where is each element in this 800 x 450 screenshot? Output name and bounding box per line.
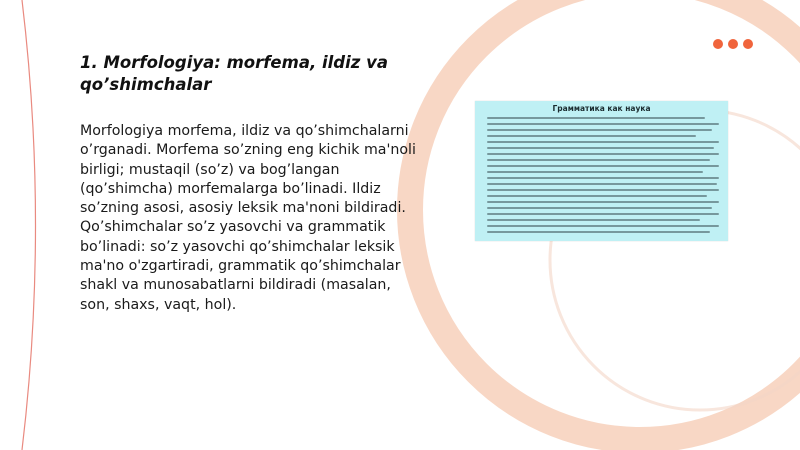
three-dots-icon bbox=[713, 39, 753, 49]
scan-line bbox=[487, 153, 719, 155]
dot bbox=[713, 39, 723, 49]
scan-line bbox=[487, 177, 719, 179]
scan-line bbox=[487, 225, 719, 227]
scan-line bbox=[487, 147, 714, 149]
scan-line bbox=[487, 123, 719, 125]
scan-text-lines bbox=[487, 117, 719, 237]
scan-line bbox=[487, 129, 712, 131]
scan-line bbox=[487, 231, 710, 233]
scan-line bbox=[487, 219, 700, 221]
scan-heading: Грамматика как наука bbox=[552, 104, 651, 113]
scan-line bbox=[487, 213, 719, 215]
slide-title: 1. Morfologiya: morfema, ildiz va qo’shimchalar bbox=[80, 53, 388, 94]
scan-line bbox=[487, 201, 719, 203]
scan-line bbox=[487, 135, 696, 137]
dot bbox=[743, 39, 753, 49]
slide-body-text: Morfologiya morfema, ildiz va qo’shimchalarni o’rganadi. Morfema so’zning eng kichik ma'noli birligi; mustaqil (so’z) va bog’langan (qo’shimcha) morfemalarga bo’linadi. Ildiz so’zning asosi, asosiy leksik ma'noni bildiradi. Qo’shimchalar so’z yasovchi va grammatik bo’linadi: so’z yasovchi qo’shimchalar leksik ma'no o'zgartiradi, grammatik qo’shimchalar shakl va munosabatlarni bildiradi (masalan, son, shaxs, vaqt, hol). bbox=[80, 123, 416, 313]
scan-line bbox=[487, 141, 719, 143]
scan-line bbox=[487, 195, 707, 197]
scan-line bbox=[487, 117, 705, 119]
scan-line bbox=[487, 159, 710, 161]
scan-line bbox=[487, 165, 719, 167]
scan-line bbox=[487, 183, 717, 185]
textbook-scan-image bbox=[475, 101, 728, 241]
dot bbox=[728, 39, 738, 49]
left-edge-curve bbox=[22, 0, 36, 450]
scan-line bbox=[487, 171, 703, 173]
scan-line bbox=[487, 189, 719, 191]
scan-line bbox=[487, 207, 712, 209]
